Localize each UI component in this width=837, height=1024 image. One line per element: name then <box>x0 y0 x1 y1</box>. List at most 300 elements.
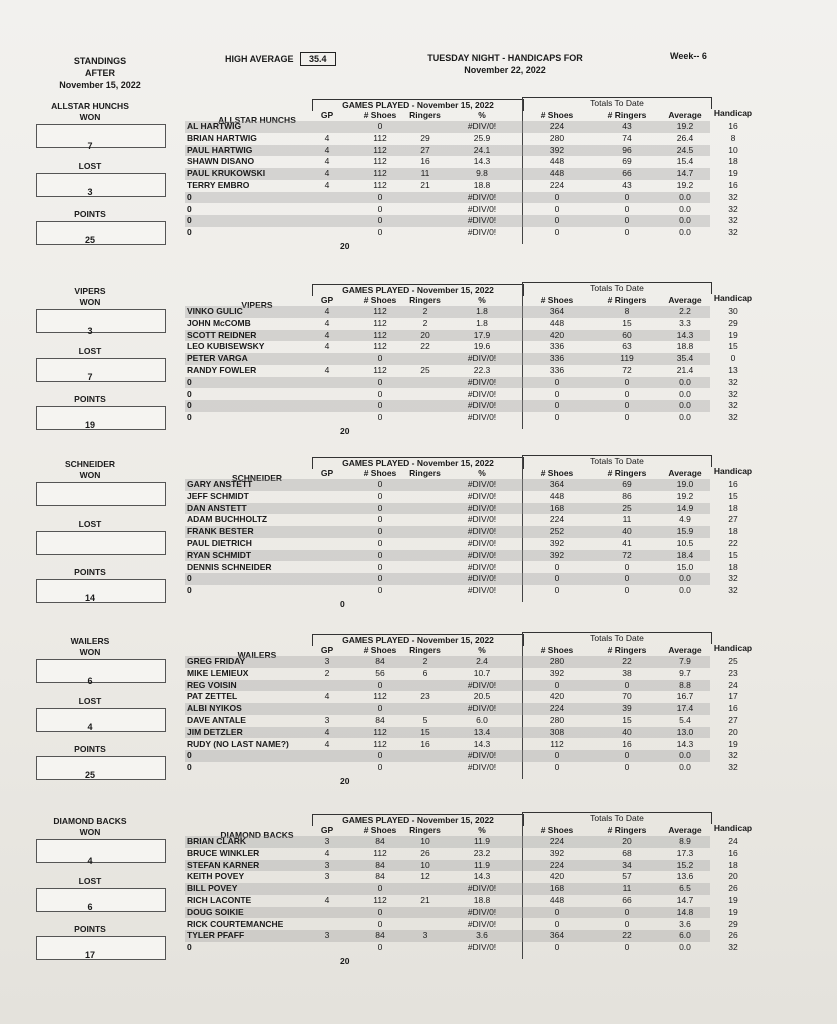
handicap-cell: 16 <box>728 703 738 714</box>
gp-cell: 4 <box>324 132 330 143</box>
pct-cell: #DIV/0! <box>467 561 497 572</box>
points-value: 14 <box>84 593 95 603</box>
shoes-cell: 112 <box>373 847 387 858</box>
shoes-cell: 112 <box>373 365 387 375</box>
ringers-cell: 11 <box>420 168 430 179</box>
handicap-cell: 19 <box>728 329 738 340</box>
total-shoes-cell: 0 <box>554 762 560 773</box>
gp-cell: 3 <box>324 930 330 941</box>
table-row <box>185 691 710 703</box>
average-cell: 0.0 <box>679 388 691 399</box>
total-shoes-cell: 0 <box>554 227 560 238</box>
total-ringers-cell: 0 <box>624 762 630 773</box>
lost-box <box>36 531 166 555</box>
won-label: WON <box>79 470 101 480</box>
player-name: ADAM BUCHHOLTZ <box>187 514 268 525</box>
total-shoes-cell: 168 <box>549 502 565 513</box>
ringers-cell: 16 <box>420 156 430 167</box>
page-title: TUESDAY NIGHT - HANDICAPS FOR <box>427 53 583 63</box>
pct-cell: #DIV/0! <box>467 490 497 501</box>
total-ringers-cell: 96 <box>622 144 632 155</box>
handicap-cell: 16 <box>728 847 738 858</box>
points-label: POINTS <box>74 924 106 934</box>
table-row <box>185 514 710 526</box>
total-shoes-cell: 0 <box>554 412 560 423</box>
table-row <box>185 400 710 412</box>
total-shoes-cell: 420 <box>549 871 565 882</box>
pct-cell: #DIV/0! <box>467 502 497 513</box>
average-cell: 15.0 <box>676 561 694 572</box>
total-ringers-col-header: # Ringers <box>607 295 647 305</box>
handicap-cell: 10 <box>728 144 738 155</box>
average-cell: 0.0 <box>679 750 691 761</box>
shoes-cell: 112 <box>373 738 387 749</box>
gp-cell: 4 <box>324 317 330 328</box>
table-row <box>185 573 710 585</box>
pct-cell: #DIV/0! <box>467 353 497 364</box>
average-cell: 18.4 <box>676 549 694 560</box>
player-name: 0 <box>187 942 192 953</box>
total-ringers-cell: 11 <box>622 883 632 894</box>
pct-cell: 14.3 <box>473 871 491 882</box>
pct-cell: 11.9 <box>474 836 490 846</box>
average-cell: 19.2 <box>676 180 694 190</box>
points-value: 25 <box>84 770 95 780</box>
gp-cell: 4 <box>324 341 330 352</box>
total-shoes-cell: 0 <box>554 400 560 411</box>
team-section-wailers <box>0 632 837 812</box>
handicap-cell: 32 <box>728 762 738 773</box>
team-section-allstar-hunchs <box>0 97 837 277</box>
shoes-cell: 112 <box>373 168 387 179</box>
total-ringers-cell: 0 <box>624 227 630 238</box>
table-row <box>185 133 710 145</box>
average-cell: 35.4 <box>676 353 694 364</box>
player-table <box>185 457 785 617</box>
average-cell: 19.0 <box>676 479 694 489</box>
total-ringers-cell: 119 <box>620 353 634 364</box>
total-ringers-cell: 72 <box>622 365 632 375</box>
average-cell: 19.2 <box>676 490 694 501</box>
pct-cell: #DIV/0! <box>467 215 497 226</box>
handicap-cell: 19 <box>728 895 738 905</box>
shoes-cell: 0 <box>377 561 383 572</box>
pct-cell: 20.5 <box>473 691 491 702</box>
pct-cell: #DIV/0! <box>467 906 497 917</box>
shoes-cell: 112 <box>373 341 387 352</box>
pct-col-header: % <box>478 295 486 305</box>
player-name: FRANK BESTER <box>187 526 254 537</box>
player-name: BRIAN CLARK <box>187 836 247 846</box>
games-total: 20 <box>340 956 350 966</box>
shoes-cell: 0 <box>377 388 383 399</box>
handicap-cell: 19 <box>728 738 738 749</box>
pct-cell: #DIV/0! <box>467 388 497 399</box>
total-shoes-cell: 0 <box>554 191 560 202</box>
player-name: 0 <box>187 215 192 226</box>
table-row <box>185 836 710 848</box>
player-name: JIM DETZLER <box>187 726 243 737</box>
handicap-cell: 29 <box>728 918 738 929</box>
shoes-cell: 112 <box>373 317 387 328</box>
total-shoes-col-header: # Shoes <box>540 825 574 835</box>
total-ringers-cell: 20 <box>622 836 632 846</box>
total-ringers-col-header: # Ringers <box>607 110 647 120</box>
won-box <box>36 482 166 506</box>
table-row <box>185 353 710 365</box>
player-name: BILL POVEY <box>187 883 238 894</box>
handicap-cell: 32 <box>728 388 738 399</box>
player-name: LEO KUBISEWSKY <box>187 341 265 352</box>
handicap-cell: 18 <box>728 526 738 537</box>
average-cell: 0.0 <box>679 191 691 202</box>
handicap-cell: 20 <box>728 871 738 882</box>
average-cell: 0.0 <box>679 227 691 238</box>
total-shoes-cell: 336 <box>549 353 565 364</box>
gp-cell: 3 <box>324 715 330 725</box>
shoes-cell: 112 <box>373 144 387 155</box>
handicap-cell: 32 <box>728 191 738 202</box>
table-row <box>185 389 710 401</box>
ringers-cell: 20 <box>420 329 430 340</box>
pct-cell: 9.8 <box>476 168 488 179</box>
handicap-cell: 8 <box>730 132 736 143</box>
handicap-cell: 13 <box>728 365 738 375</box>
total-shoes-cell: 224 <box>549 703 565 714</box>
player-name: TYLER PFAFF <box>187 930 245 941</box>
shoes-cell: 0 <box>377 918 383 929</box>
average-cell: 3.3 <box>679 317 691 328</box>
total-ringers-cell: 39 <box>622 703 632 714</box>
shoes-cell: 0 <box>377 942 383 953</box>
handicap-cell: 25 <box>728 656 738 666</box>
total-ringers-cell: 38 <box>622 667 632 678</box>
player-name: PAUL KRUKOWSKI <box>187 168 266 179</box>
handicap-cell: 32 <box>728 412 738 423</box>
ringers-cell: 16 <box>420 738 430 749</box>
handicap-cell: 20 <box>728 726 738 737</box>
table-row <box>185 883 710 895</box>
pct-cell: 24.1 <box>473 144 491 155</box>
standings-header <box>50 55 150 91</box>
pct-cell: #DIV/0! <box>467 679 497 690</box>
pct-cell: 2.4 <box>476 656 488 666</box>
pct-cell: #DIV/0! <box>467 400 497 411</box>
total-shoes-cell: 0 <box>554 215 560 226</box>
table-row <box>185 526 710 538</box>
player-name: BRIAN HARTWIG <box>187 132 257 143</box>
ringers-col-header: Ringers <box>409 645 441 655</box>
total-shoes-col-header: # Shoes <box>540 110 574 120</box>
table-row <box>185 306 710 318</box>
total-shoes-cell: 392 <box>549 667 565 678</box>
player-name: 0 <box>187 573 192 584</box>
games-total: 20 <box>340 241 350 251</box>
table-row <box>185 656 710 668</box>
handicap-cell: 32 <box>728 203 738 214</box>
pct-cell: #DIV/0! <box>467 538 497 548</box>
games-played-header: GAMES PLAYED - November 15, 2022 <box>312 284 524 296</box>
total-shoes-cell: 0 <box>554 750 560 761</box>
shoes-col-header: # Shoes <box>363 645 397 655</box>
won-label: WON <box>79 297 101 307</box>
shoes-cell: 0 <box>377 400 383 411</box>
average-cell: 14.7 <box>676 168 694 179</box>
points-value: 19 <box>84 420 95 430</box>
table-row <box>185 668 710 680</box>
table-row <box>185 491 710 503</box>
handicap-cell: 18 <box>728 502 738 513</box>
shoes-cell: 0 <box>377 490 383 501</box>
player-name: 0 <box>187 203 192 214</box>
shoes-cell: 0 <box>377 585 383 596</box>
pct-cell: #DIV/0! <box>467 703 497 714</box>
total-shoes-cell: 224 <box>549 180 565 190</box>
points-label: POINTS <box>74 567 106 577</box>
total-ringers-cell: 74 <box>622 132 632 143</box>
player-name: 0 <box>187 227 192 238</box>
shoes-col-header: # Shoes <box>363 295 397 305</box>
points-label: POINTS <box>74 209 106 219</box>
player-name: PETER VARGA <box>187 353 248 364</box>
handicap-cell: 18 <box>728 561 738 572</box>
player-name: VINKO GULIC <box>187 306 243 316</box>
gp-col-header: GP <box>320 110 334 120</box>
handicap-cell: 23 <box>728 667 738 678</box>
table-team-name: WAILERS <box>237 650 277 660</box>
gp-cell: 3 <box>324 859 330 870</box>
ringers-cell: 22 <box>420 341 430 352</box>
total-ringers-cell: 8 <box>624 306 630 316</box>
table-row <box>185 750 710 762</box>
pct-col-header: % <box>478 468 486 478</box>
shoes-cell: 0 <box>377 502 383 513</box>
total-shoes-cell: 224 <box>549 514 565 525</box>
player-name: 0 <box>187 750 192 761</box>
won-label: WON <box>79 647 101 657</box>
table-row <box>185 192 710 204</box>
player-name: PAUL DIETRICH <box>187 538 252 548</box>
total-shoes-cell: 364 <box>549 479 565 489</box>
average-cell: 0.0 <box>679 376 691 387</box>
won-label: WON <box>79 827 101 837</box>
gp-cell: 3 <box>324 836 330 846</box>
shoes-col-header: # Shoes <box>363 825 397 835</box>
table-row <box>185 204 710 216</box>
total-shoes-cell: 112 <box>550 738 564 749</box>
table-row <box>185 341 710 353</box>
player-name: RYAN SCHMIDT <box>187 549 252 560</box>
total-shoes-cell: 224 <box>549 859 565 870</box>
player-name: 0 <box>187 585 192 596</box>
total-shoes-cell: 280 <box>549 132 565 143</box>
player-name: SHAWN DISANO <box>187 156 255 167</box>
pct-cell: #DIV/0! <box>467 942 497 953</box>
pct-cell: 25.9 <box>473 132 491 143</box>
ringers-cell: 2 <box>422 656 428 666</box>
shoes-cell: 84 <box>375 715 385 725</box>
player-name: 0 <box>187 191 192 202</box>
pct-cell: #DIV/0! <box>467 883 497 894</box>
ringers-col-header: Ringers <box>409 825 441 835</box>
table-row <box>185 156 710 168</box>
total-shoes-cell: 0 <box>554 376 560 387</box>
ringers-cell: 21 <box>420 895 430 905</box>
player-name: DENNIS SCHNEIDER <box>187 561 272 572</box>
handicap-cell: 32 <box>728 585 738 596</box>
average-col-header: Average <box>668 645 702 655</box>
pct-cell: #DIV/0! <box>467 191 497 202</box>
won-value: 6 <box>87 676 93 686</box>
pct-cell: 3.6 <box>476 930 488 941</box>
pct-cell: #DIV/0! <box>467 514 497 525</box>
table-row <box>185 585 710 597</box>
table-row <box>185 550 710 562</box>
team-name-header: SCHNEIDER <box>64 459 116 469</box>
total-ringers-cell: 0 <box>624 215 630 226</box>
shoes-cell: 112 <box>373 180 387 190</box>
pct-cell: #DIV/0! <box>467 227 497 238</box>
total-shoes-cell: 364 <box>549 306 565 316</box>
lost-label: LOST <box>78 876 102 886</box>
lost-value: 7 <box>87 372 93 382</box>
gp-cell: 3 <box>324 656 330 666</box>
pct-cell: #DIV/0! <box>467 479 497 489</box>
shoes-cell: 0 <box>377 750 383 761</box>
total-shoes-cell: 448 <box>549 895 565 905</box>
average-cell: 14.8 <box>676 906 694 917</box>
total-shoes-cell: 0 <box>554 203 560 214</box>
handicap-cell: 27 <box>728 514 738 525</box>
points-value: 25 <box>84 235 95 245</box>
gp-cell: 4 <box>324 168 330 179</box>
total-ringers-cell: 0 <box>624 191 630 202</box>
player-name: JOHN McCOMB <box>187 317 251 328</box>
table-row <box>185 503 710 515</box>
total-ringers-cell: 0 <box>624 918 630 929</box>
average-cell: 0.0 <box>679 762 691 773</box>
handicap-col-header: Handicap <box>713 643 753 653</box>
won-value: 4 <box>87 856 93 866</box>
totals-to-date-header: Totals To Date <box>522 455 712 467</box>
shoes-cell: 0 <box>377 762 383 773</box>
shoes-cell: 112 <box>373 156 387 167</box>
table-team-name: SCHNEIDER <box>231 473 283 483</box>
total-shoes-cell: 168 <box>549 883 565 894</box>
average-cell: 17.3 <box>676 847 694 858</box>
totals-to-date-header: Totals To Date <box>522 97 712 109</box>
player-name: REG VOISIN <box>187 679 237 690</box>
handicap-cell: 15 <box>728 549 738 560</box>
total-ringers-cell: 66 <box>622 895 632 905</box>
games-total: 20 <box>340 776 350 786</box>
shoes-col-header: # Shoes <box>363 468 397 478</box>
player-name: PAT ZETTEL <box>187 691 238 702</box>
pct-cell: 1.8 <box>476 306 488 316</box>
pct-cell: 23.2 <box>473 847 491 858</box>
table-team-name: DIAMOND BACKS <box>220 830 294 840</box>
average-cell: 26.4 <box>676 132 694 143</box>
shoes-col-header: # Shoes <box>363 110 397 120</box>
gp-cell: 4 <box>324 365 330 375</box>
team-name-header: WAILERS <box>70 636 110 646</box>
average-cell: 0.0 <box>679 585 691 596</box>
pct-cell: 11.9 <box>474 859 490 870</box>
total-ringers-cell: 66 <box>622 168 632 179</box>
handicaps-title <box>400 52 610 76</box>
table-row <box>185 227 710 239</box>
table-row <box>185 848 710 860</box>
player-name: SCOTT REIDNER <box>187 329 257 340</box>
shoes-cell: 0 <box>377 353 383 364</box>
gp-cell: 4 <box>324 895 330 905</box>
games-played-header: GAMES PLAYED - November 15, 2022 <box>312 99 524 111</box>
total-ringers-cell: 25 <box>622 502 632 513</box>
week-label: Week-- 6 <box>670 51 707 61</box>
total-shoes-cell: 0 <box>554 561 560 572</box>
table-row <box>185 907 710 919</box>
average-cell: 0.0 <box>679 573 691 584</box>
shoes-cell: 112 <box>373 691 387 702</box>
lost-label: LOST <box>78 161 102 171</box>
total-ringers-cell: 63 <box>622 341 632 352</box>
total-ringers-cell: 11 <box>622 514 632 525</box>
shoes-cell: 0 <box>377 514 383 525</box>
team-name-header: DIAMOND BACKS <box>53 816 127 826</box>
gp-col-header: GP <box>320 645 334 655</box>
total-shoes-cell: 336 <box>549 365 565 375</box>
total-shoes-cell: 224 <box>549 836 565 846</box>
ringers-col-header: Ringers <box>409 110 441 120</box>
handicap-col-header: Handicap <box>713 108 753 118</box>
total-ringers-cell: 41 <box>622 538 632 548</box>
ringers-cell: 5 <box>422 715 428 725</box>
handicap-cell: 15 <box>728 341 738 352</box>
shoes-cell: 112 <box>373 306 387 316</box>
player-name: KEITH POVEY <box>187 871 245 882</box>
total-shoes-cell: 252 <box>549 526 565 537</box>
ringers-cell: 2 <box>422 306 428 316</box>
totals-to-date-header: Totals To Date <box>522 812 712 824</box>
player-table <box>185 814 785 974</box>
pct-cell: 6.0 <box>476 715 488 725</box>
average-cell: 18.8 <box>676 341 694 352</box>
total-shoes-cell: 392 <box>549 538 565 548</box>
total-shoes-col-header: # Shoes <box>540 468 574 478</box>
average-cell: 17.4 <box>676 703 694 714</box>
ringers-cell: 10 <box>420 836 430 846</box>
handicap-cell: 24 <box>728 836 738 846</box>
shoes-cell: 112 <box>373 726 387 737</box>
lost-value: 3 <box>87 187 93 197</box>
table-row <box>185 942 710 954</box>
average-col-header: Average <box>668 468 702 478</box>
average-cell: 7.9 <box>679 656 691 666</box>
table-row <box>185 703 710 715</box>
total-shoes-cell: 0 <box>554 388 560 399</box>
player-name: DOUG SOIKIE <box>187 906 244 917</box>
player-name: PAUL HARTWIG <box>187 144 253 155</box>
average-cell: 6.5 <box>679 883 691 894</box>
player-table <box>185 284 785 444</box>
shoes-cell: 56 <box>375 667 385 678</box>
team-name-header: VIPERS <box>74 286 106 296</box>
player-name: 0 <box>187 376 192 387</box>
handicap-cell: 24 <box>728 679 738 690</box>
table-row <box>185 930 710 942</box>
average-cell: 8.9 <box>679 836 691 846</box>
handicap-cell: 32 <box>728 750 738 761</box>
